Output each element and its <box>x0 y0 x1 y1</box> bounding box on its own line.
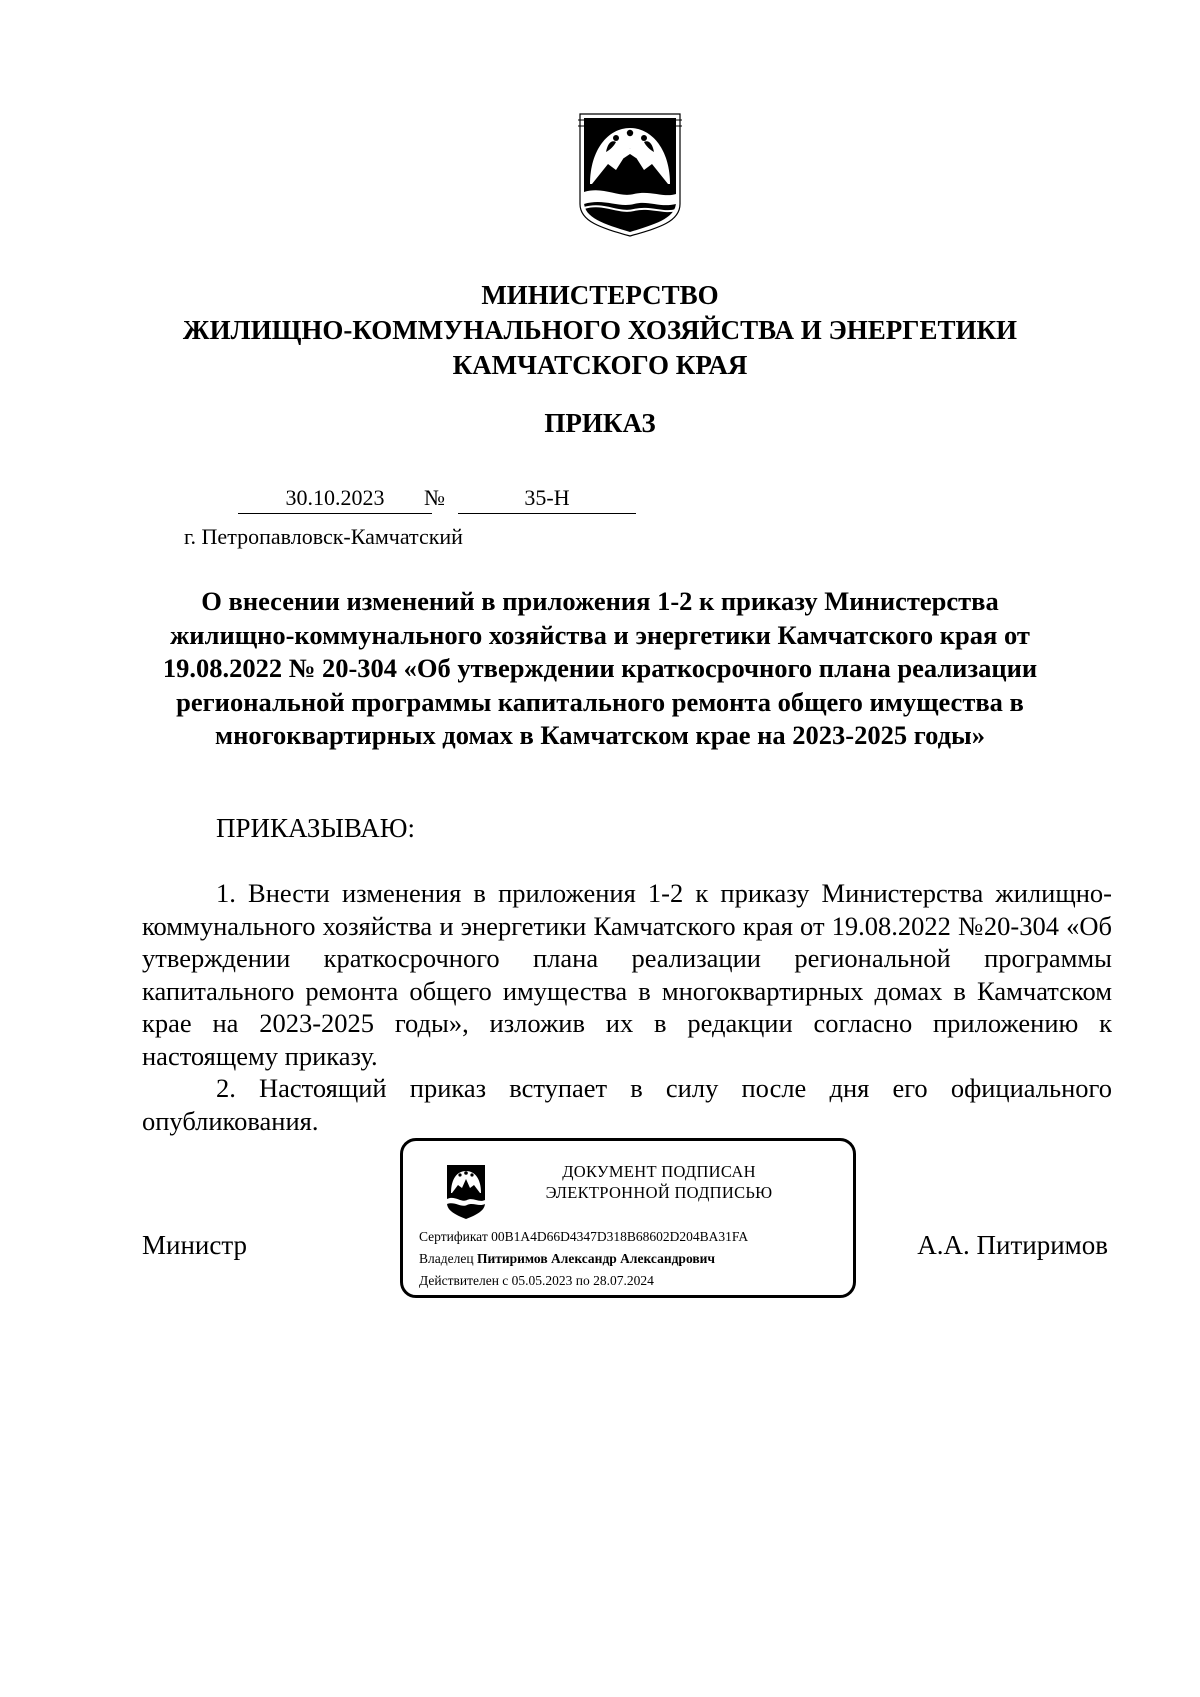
orders-word: ПРИКАЗЫВАЮ: <box>216 813 415 843</box>
valid-from-date: 05.05.2023 <box>511 1273 573 1288</box>
number-sign: № <box>424 485 445 510</box>
stamp-title-line-2: ЭЛЕКТРОННОЙ ПОДПИСЬЮ <box>545 1183 773 1202</box>
electronic-signature-stamp <box>400 1138 856 1298</box>
validity-row <box>419 1270 748 1292</box>
body-paragraph-1: 1. Внести изменения в приложения 1-2 к приказу Министерства жилищно-коммунального хозяйства и энергетики Камчатского края от 19.08.2022 №20-304 «Об утверждении краткосрочного плана реализации региональной программы капитального ремонта общего имущества в многоквартирных домах в Камчатском крае на 2023-2025 годы», изложив их в редакции согласно приложению к настоящему приказу. <box>142 878 1112 1071</box>
document-type: ПРИКАЗ <box>544 408 656 438</box>
city-line: г. Петропавловск-Камчатский <box>184 524 463 549</box>
ministry-line-1: МИНИСТЕРСТВО <box>481 280 719 310</box>
document-number: 35-Н <box>458 485 636 514</box>
body-paragraph-2: 2. Настоящий приказ вступает в силу после дня его официального опубликования. <box>142 1073 1112 1136</box>
subject-line: региональной программы капитального ремонта общего имущества в <box>176 686 1024 717</box>
ministry-line-3: КАМЧАТСКОГО КРАЯ <box>452 350 748 380</box>
ministry-line-2: ЖИЛИЩНО-КОММУНАЛЬНОГО ХОЗЯЙСТВА И ЭНЕРГЕТИКИ <box>182 315 1018 345</box>
signer-name: А.А. Питиримов <box>917 1230 1108 1260</box>
stamp-emblem-icon <box>445 1163 487 1221</box>
valid-from-label: Действителен с <box>419 1273 509 1288</box>
subject-line: 19.08.2022 № 20-304 «Об утверждении краткосрочного плана реализации <box>162 653 1038 683</box>
certificate-row <box>419 1226 748 1248</box>
body-text <box>142 877 1112 1137</box>
stamp-details <box>419 1226 748 1292</box>
stamp-title <box>499 1161 819 1203</box>
subject-line: многоквартирных домах в Камчатском крае на 2023-2025 годы» <box>215 720 985 750</box>
certificate-value: 00B1A4D66D4347D318B68602D204BA31FA <box>491 1229 749 1244</box>
document-date: 30.10.2023 <box>238 485 432 514</box>
owner-value: Питиримов Александр Александрович <box>476 1251 716 1266</box>
owner-label: Владелец <box>419 1251 474 1266</box>
valid-to-date: 28.07.2024 <box>593 1273 654 1288</box>
document-subject <box>140 585 1060 753</box>
signer-position: Министр <box>142 1230 247 1260</box>
subject-line: жилищно-коммунального хозяйства и энергетики Камчатского края от <box>170 619 1030 650</box>
subject-line: О внесении изменений в приложения 1-2 к приказу Министерства <box>201 586 999 616</box>
owner-row <box>419 1248 748 1270</box>
valid-to-label: по <box>575 1273 590 1288</box>
certificate-label: Сертификат <box>419 1229 488 1244</box>
ministry-heading <box>120 278 1080 383</box>
stamp-title-line-1: ДОКУМЕНТ ПОДПИСАН <box>562 1162 756 1181</box>
coat-of-arms-icon <box>578 112 682 238</box>
